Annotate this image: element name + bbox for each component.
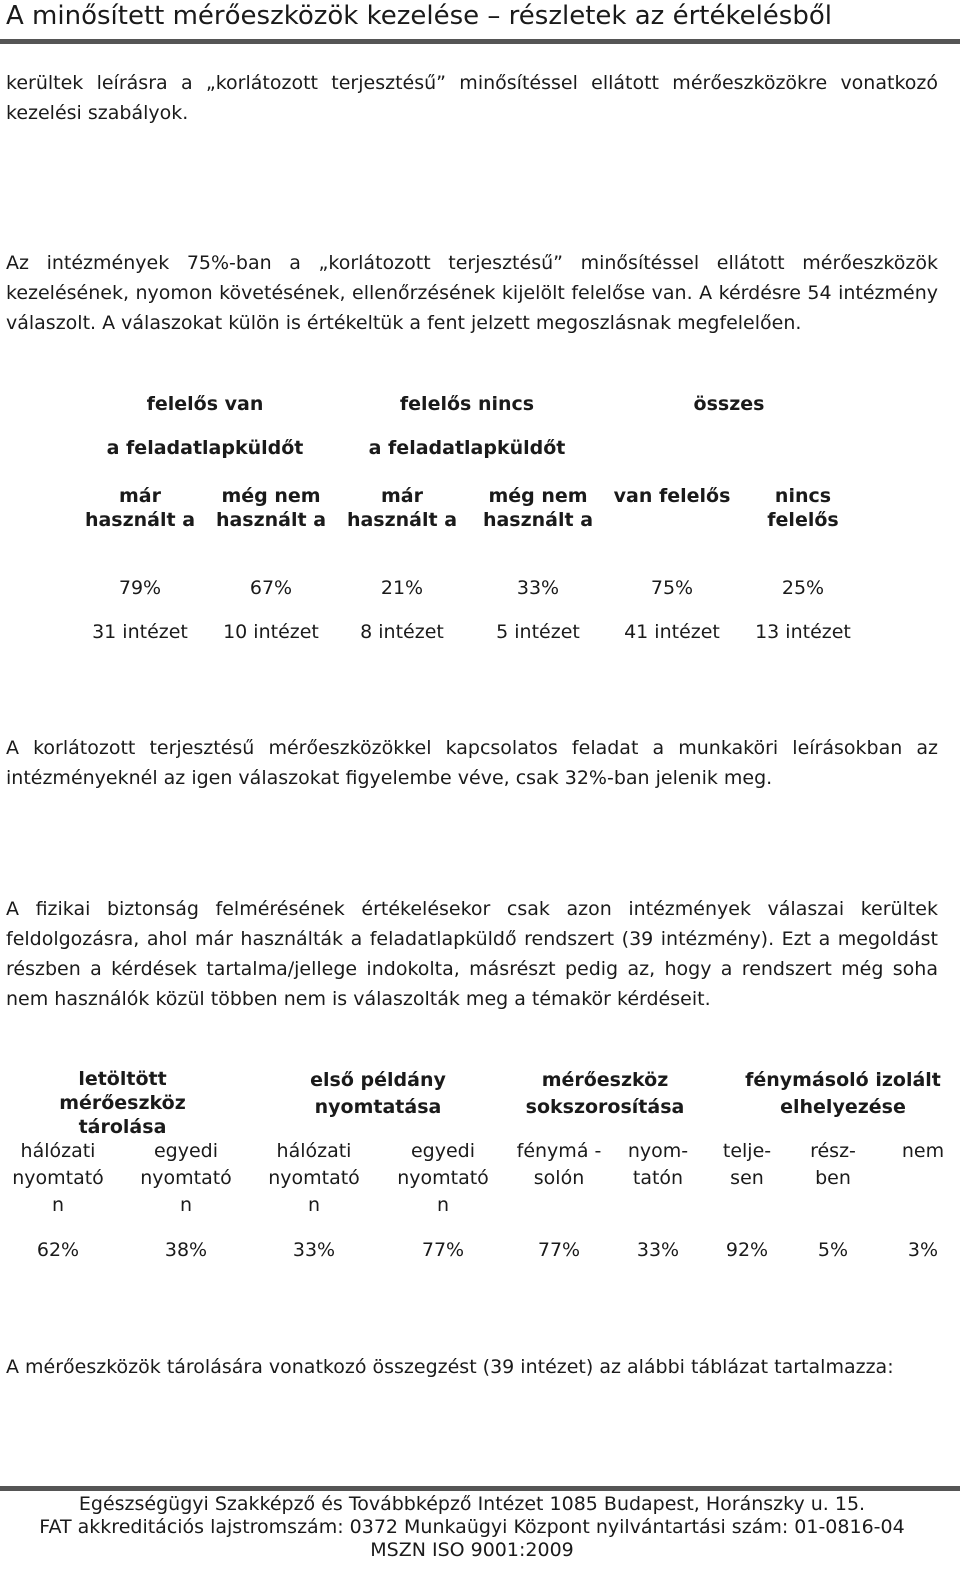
column-header: nyom-tatón xyxy=(627,1140,689,1189)
group-header-felelos-nincs: felelős nincs xyxy=(399,393,535,415)
column-header: nem xyxy=(901,1140,945,1162)
header-divider xyxy=(0,39,960,44)
value-cell: 33% xyxy=(636,1239,680,1261)
column-header: már használt a xyxy=(346,485,458,531)
footer xyxy=(0,1493,944,1562)
value-cell: 38% xyxy=(164,1239,208,1261)
column-header: hálózati nyomtató n xyxy=(268,1140,360,1216)
page-header-title: A minősített mérőeszközök kezelése – részletek az értékelésből xyxy=(6,1,832,31)
column-header: hálózati nyomtató n xyxy=(12,1140,104,1216)
value-cell: 77% xyxy=(421,1239,465,1261)
value-cell: 77% xyxy=(537,1239,581,1261)
footer-iso: MSZN ISO 9001:2009 xyxy=(370,1539,574,1561)
percent-cell: 21% xyxy=(380,577,424,599)
count-cell: 13 intézet xyxy=(755,621,851,643)
percent-cell: 79% xyxy=(118,577,162,599)
group-header: mérőeszköz sokszorosítása xyxy=(525,1069,685,1118)
value-cell: 33% xyxy=(292,1239,336,1261)
column-header: még nem használt a xyxy=(482,485,594,531)
value-cell: 5% xyxy=(817,1239,849,1261)
group-header: első példány nyomtatása xyxy=(310,1069,446,1118)
group-header: fénymásoló izolált elhelyezése xyxy=(745,1069,941,1118)
value-cell: 92% xyxy=(725,1239,769,1261)
value-cell: 3% xyxy=(907,1239,939,1261)
count-cell: 8 intézet xyxy=(360,621,444,643)
paragraph-responsible: Az intézmények 75%-ban a „korlátozott terjesztésű” minősítéssel ellátott mérőeszközök kezelésének, nyomon követésének, ellenőrzésének kijelölt felelőse van. A kérdésre 54 intézmény válaszolt. A válaszokat külön is értékeltük a fent jelzett megoszlásnak megfelelően. xyxy=(6,252,938,334)
count-cell: 41 intézet xyxy=(624,621,720,643)
subgroup-header: a feladatlapküldőt xyxy=(106,437,304,459)
subgroup-header: a feladatlapküldőt xyxy=(368,437,566,459)
percent-cell: 67% xyxy=(249,577,293,599)
footer-accreditation: FAT akkreditációs lajstromszám: 0372 Munkaügyi Központ nyilvántartási szám: 01-0816-04 xyxy=(39,1516,905,1538)
count-cell: 31 intézet xyxy=(92,621,188,643)
percent-cell: 75% xyxy=(650,577,694,599)
group-header: letöltött mérőeszköz tárolása xyxy=(59,1068,186,1138)
paragraph-intro: kerültek leírásra a „korlátozott terjesztésű” minősítéssel ellátott mérőeszközökre vonatkozó kezelési szabályok. xyxy=(6,72,938,124)
group-header-osszes: összes xyxy=(693,393,765,415)
column-header: egyedi nyomtató n xyxy=(140,1140,232,1216)
paragraph-storage-summary: A mérőeszközök tárolására vonatkozó összegzést (39 intézet) az alábbi táblázat tartalmazza: xyxy=(6,1356,894,1378)
group-header-felelos-van: felelős van xyxy=(146,393,264,415)
column-header: rész-ben xyxy=(810,1140,856,1189)
column-header: már használt a xyxy=(84,485,196,531)
footer-institute-address: Egészségügyi Szakképző és Továbbképző Intézet 1085 Budapest, Horánszky u. 15. xyxy=(78,1493,866,1515)
footer-divider xyxy=(0,1486,960,1491)
percent-cell: 25% xyxy=(781,577,825,599)
paragraph-physical-security: A fizikai biztonság felmérésének értékelésekor csak azon intézmények válaszai kerültek feldolgozásra, ahol már használták a feladatlapküldő rendszert (39 intézmény). Ezt a megoldást részben a kérdések tartalma/jellege indokolta, másrészt pedig az, hogy a rendszert még soha nem használók közül többen nem is válaszolták meg a témakör kérdéseit. xyxy=(6,898,938,1010)
column-header: még nem használt a xyxy=(215,485,327,531)
count-cell: 10 intézet xyxy=(223,621,319,643)
paragraph-job-descriptions: A korlátozott terjesztésű mérőeszközökkel kapcsolatos feladat a munkaköri leírásokban az intézményeknél az igen válaszokat figyelembe véve, csak 32%-ban jelenik meg. xyxy=(6,737,938,789)
column-header: egyedi nyomtató n xyxy=(397,1140,489,1216)
column-header: fénymá -solón xyxy=(516,1140,602,1189)
percent-cell: 33% xyxy=(516,577,560,599)
column-header: telje-sen xyxy=(722,1140,772,1189)
value-cell: 62% xyxy=(36,1239,80,1261)
column-header: van felelős xyxy=(613,485,731,507)
count-cell: 5 intézet xyxy=(496,621,580,643)
column-header: nincs felelős xyxy=(767,485,839,531)
